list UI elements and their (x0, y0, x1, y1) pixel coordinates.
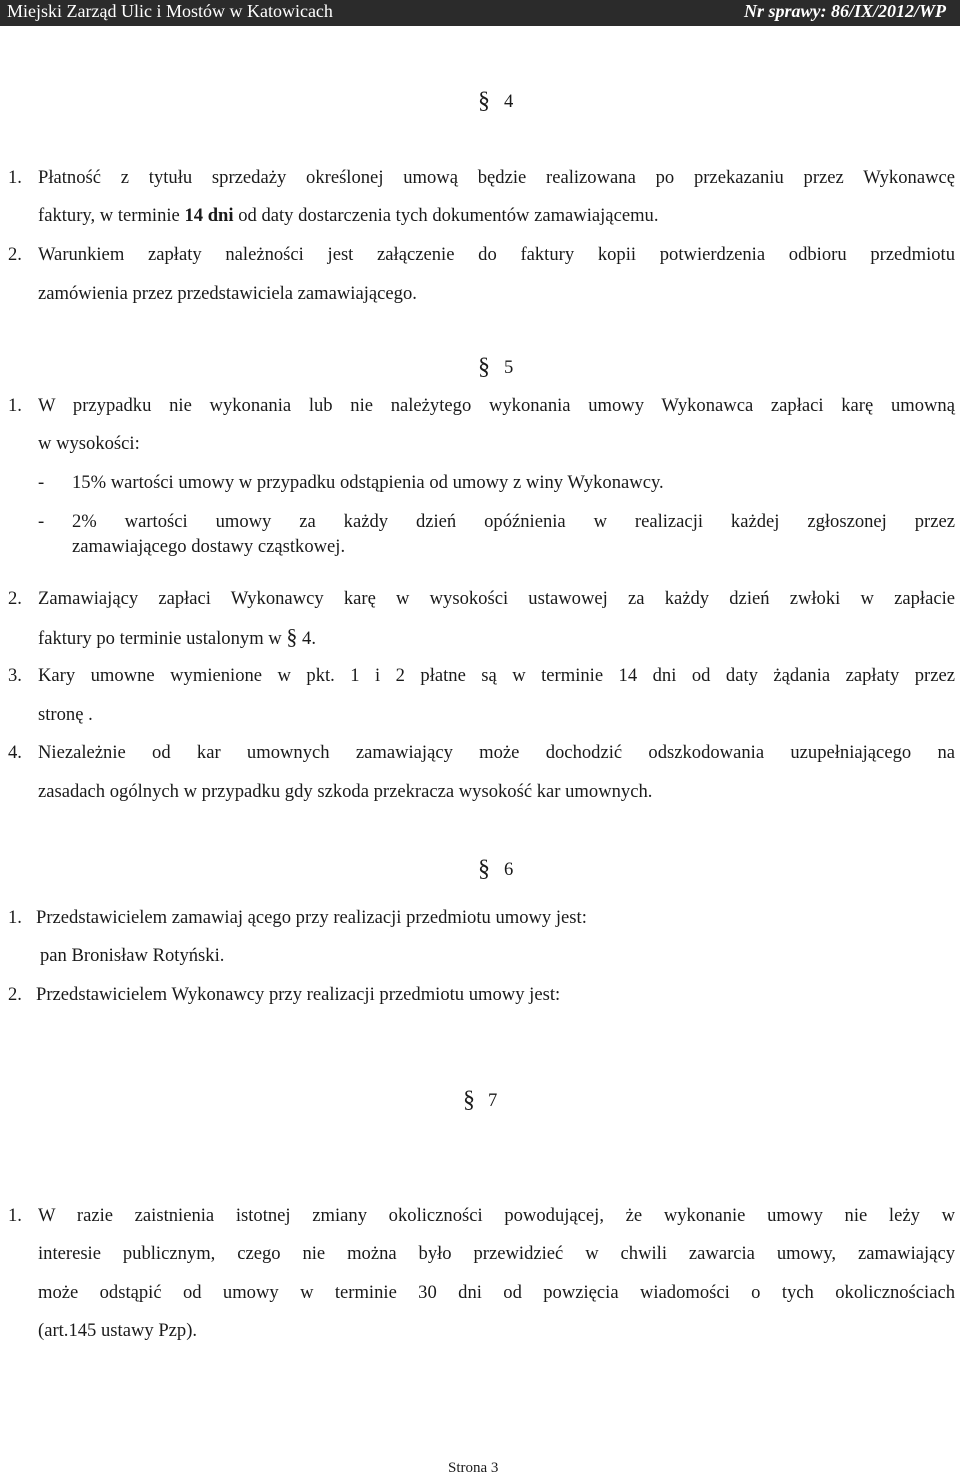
section-6-number: 6 (504, 859, 514, 880)
s4-item1-line1: Płatność z tytułu sprzedaży określonej umową będzie realizowana po przekazaniu przez Wykonawcę (38, 167, 955, 188)
s5-bullet1-dash: - (38, 472, 45, 493)
s6-item2-number: 2. (8, 984, 22, 1005)
s6-item1-line1: Przedstawicielem zamawiaj ącego przy realizacji przedmiotu umowy jest: (36, 907, 587, 928)
s5-item2-line1: Zamawiający zapłaci Wykonawcy karę w wysokości ustawowej za każdy dzień zwłoki w zapłacie (38, 588, 955, 609)
header-organization: Miejski Zarząd Ulic i Mostów w Katowicach (7, 1, 333, 21)
s7-item1-line1: W razie zaistnienia istotnej zmiany okoliczności powodującej, że wykonanie umowy nie leży w (38, 1205, 955, 1226)
s5-bullet2-line1: 2% wartości umowy za każdy dzień opóźnienia w realizacji każdej zgłoszonej przez (72, 511, 955, 532)
s5-item2-line2 (38, 626, 316, 650)
s5-item2-section-symbol: § (286, 624, 298, 649)
s5-item1-number: 1. (8, 395, 22, 416)
s5-item1-line1: W przypadku nie wykonania lub nie należytego wykonania umowy Wykonawca zapłaci karę umowną (38, 395, 955, 416)
s4-item1-number: 1. (8, 167, 22, 188)
section-4-symbol: § (478, 88, 490, 114)
s6-item1-number: 1. (8, 907, 22, 928)
s7-item1-line4: (art.145 ustawy Pzp). (38, 1320, 198, 1341)
s7-item1-number: 1. (8, 1205, 22, 1226)
page-number: Strona 3 (448, 1460, 499, 1476)
s5-item4-line1: Niezależnie od kar umownych zamawiający może dochodzić odszkodowania uzupełniającego na (38, 742, 955, 763)
s5-bullet1-text: 15% wartości umowy w przypadku odstąpienia od umowy z winy Wykonawcy. (72, 472, 664, 493)
s5-item3-line1: Kary umowne wymienione w pkt. 1 i 2 płatne są w terminie 14 dni od daty żądania zapłaty przez (38, 665, 955, 686)
section-7-number: 7 (488, 1090, 498, 1111)
s7-item1-line3: może odstąpić od umowy w terminie 30 dni od powzięcia wiadomości o tych okolicznościach (38, 1282, 955, 1303)
s4-item2-line2: zamówienia przez przedstawiciela zamawiającego. (38, 283, 417, 304)
s4-item1-line2-post: od daty dostarczenia tych dokumentów zamawiającemu. (233, 205, 659, 226)
s5-item2-line2-post: 4. (297, 628, 316, 649)
s4-item1-line2-pre: faktury, w terminie (38, 205, 185, 226)
header-case-number: Nr sprawy: 86/IX/2012/WP (743, 1, 946, 21)
s4-item2-line1: Warunkiem zapłaty należności jest załączenie do faktury kopii potwierdzenia odbioru przedmiotu (38, 244, 955, 265)
s5-item1-line2: w wysokości: (38, 433, 140, 454)
s5-bullet2-line2: zamawiającego dostawy cząstkowej. (72, 536, 346, 557)
s5-bullet2-dash: - (38, 511, 45, 532)
s5-item4-line2: zasadach ogólnych w przypadku gdy szkoda przekracza wysokość kar umownych. (38, 781, 653, 802)
section-5-symbol: § (478, 354, 490, 380)
s4-item2-number: 2. (8, 244, 22, 265)
s5-item3-line2: stronę . (38, 704, 93, 725)
s4-item1-line2-bold: 14 dni (184, 205, 234, 226)
section-7-symbol: § (463, 1087, 475, 1113)
s4-item1-line2 (38, 205, 658, 227)
section-5-number: 5 (504, 357, 514, 378)
document-header (0, 0, 960, 26)
s5-item4-number: 4. (8, 742, 22, 763)
s6-item1-line2: pan Bronisław Rotyński. (40, 945, 225, 966)
s5-item2-number: 2. (8, 588, 22, 609)
s5-item3-number: 3. (8, 665, 22, 686)
s5-item2-line2-pre: faktury po terminie ustalonym w (38, 628, 287, 649)
section-6-symbol: § (478, 856, 490, 882)
s7-item1-line2: interesie publicznym, czego nie można było przewidzieć w chwili zawarcia umowy, zamawiający (38, 1243, 955, 1264)
section-4-number: 4 (504, 91, 514, 112)
s6-item2-line1: Przedstawicielem Wykonawcy przy realizacji przedmiotu umowy jest: (36, 984, 561, 1005)
